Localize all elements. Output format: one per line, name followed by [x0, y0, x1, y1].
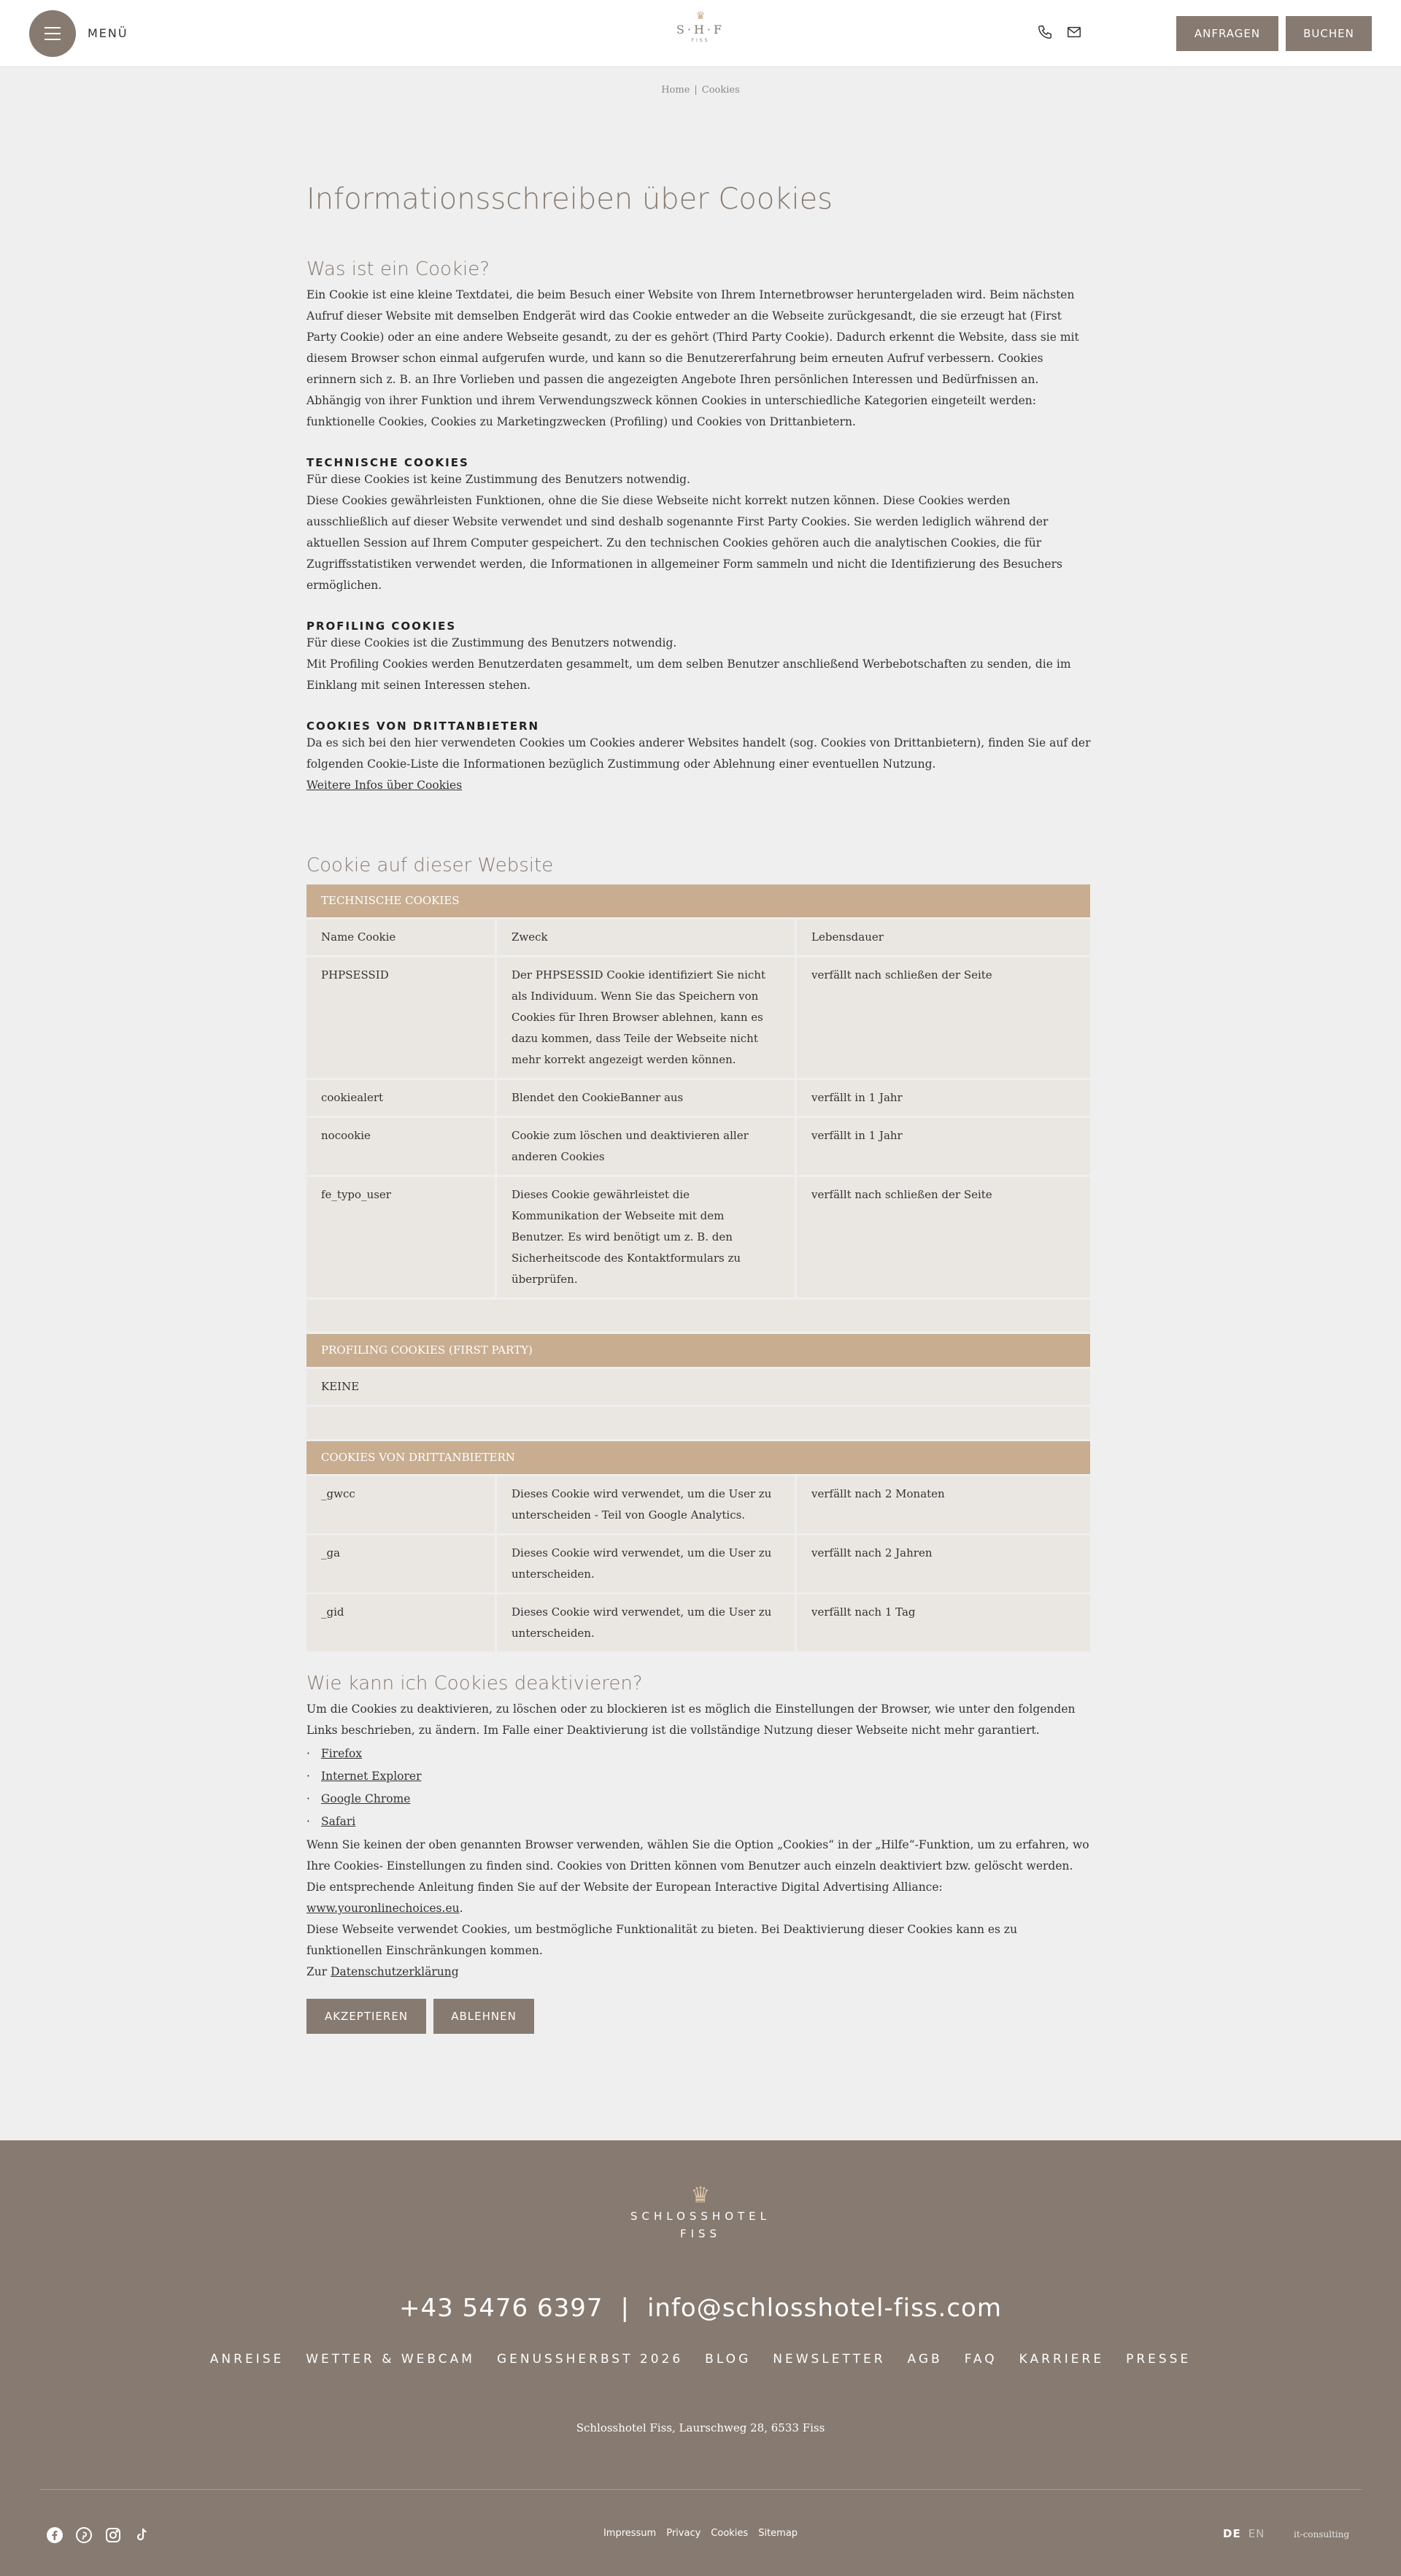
site-header [0, 0, 1401, 67]
footer-nav-karriere[interactable]: KARRIERE [1019, 2352, 1105, 2367]
main-content [306, 182, 1095, 2034]
other-browsers-text [306, 1835, 1095, 1919]
hamburger-icon [45, 27, 61, 28]
cookie-lifetime: verfällt nach 2 Jahren [797, 1535, 1090, 1592]
safari-link[interactable]: Safari [321, 1815, 356, 1828]
more-info-link[interactable]: Weitere Infos über Cookies [306, 779, 463, 792]
footer-nav-faq[interactable]: FAQ [964, 2352, 997, 2367]
google-chrome-link[interactable]: Google Chrome [321, 1792, 411, 1805]
cookie-lifetime: verfällt nach schließen der Seite [797, 1177, 1090, 1297]
cookie-lifetime: verfällt nach schließen der Seite [797, 957, 1090, 1078]
breadcrumb [0, 85, 1401, 96]
cookie-lifetime: verfällt in 1 Jahr [797, 1080, 1090, 1116]
footer-nav-presse[interactable]: PRESSE [1126, 2352, 1192, 2367]
third-party-section-header: COOKIES VON DRITTANBIETERN [306, 1441, 1090, 1474]
cookie-purpose: Cookie zum löschen und deaktivieren aller anderen Cookies [497, 1118, 795, 1175]
final-text: Diese Webseite verwendet Cookies, um bestmögliche Funktionalität zu bieten. Bei Deaktivierung dieser Cookies kann es zu funktionellen Einschränkungen kommen. [306, 1923, 1018, 1957]
table-heading: Cookie auf dieser Website [306, 855, 554, 876]
site-footer [0, 2140, 1401, 2576]
cookie-purpose: Dieses Cookie wird verwendet, um die User zu unterscheiden. [497, 1535, 795, 1592]
footer-phone[interactable]: +43 5476 6397 [399, 2294, 603, 2323]
hamburger-line [45, 39, 61, 40]
cookie-purpose: Dieses Cookie wird verwendet, um die User zu unterscheiden. [497, 1594, 795, 1651]
language-switcher [1223, 2527, 1265, 2540]
site-logo[interactable] [675, 10, 726, 57]
lang-de[interactable]: DE [1223, 2527, 1241, 2540]
page-title: Informationsschreiben über Cookies [306, 182, 833, 216]
intro-heading: Was ist ein Cookie? [306, 258, 490, 280]
tech-text-1: Für diese Cookies ist keine Zustimmung des Benutzers notwendig. [306, 473, 690, 486]
deactivate-heading: Wie kann ich Cookies deaktivieren? [306, 1673, 643, 1694]
privacy-link[interactable]: Datenschutzerklärung [331, 1965, 459, 1978]
browser-list [306, 1743, 1095, 1833]
list-item [306, 1765, 1095, 1788]
mail-icon[interactable] [1064, 22, 1084, 42]
request-button[interactable]: ANFRAGEN [1176, 16, 1278, 51]
cookies-footer-link[interactable]: Cookies [711, 2528, 749, 2539]
privacy-prefix: Zur [306, 1965, 328, 1978]
cookie-name: cookiealert [306, 1080, 495, 1116]
tech-heading: TECHNISCHE COOKIES [306, 456, 469, 469]
table-row [306, 1177, 1090, 1297]
privacy-line [306, 1962, 1095, 1983]
cookie-name: _ga [306, 1535, 495, 1592]
footer-address: Schlosshotel Fiss, Laurschweg 28, 6533 Fiss [576, 2421, 825, 2434]
cookie-name: _gwcc [306, 1476, 495, 1533]
table-row [306, 1476, 1090, 1533]
crown-icon: ♛ [690, 2183, 711, 2208]
cookie-purpose: Dieses Cookie gewährleistet die Kommunikation der Webseite mit dem Benutzer. Es wird benötigt um z. B. den Sicherheitscode des Kontaktformulars zu überprüfen. [497, 1177, 795, 1297]
col-header-lifetime: Lebensdauer [797, 919, 1090, 955]
impressum-link[interactable]: Impressum [603, 2528, 657, 2539]
period: . [459, 1902, 463, 1915]
menu-button[interactable] [29, 10, 76, 57]
deactivate-text: Um die Cookies zu deaktivieren, zu löschen oder zu blockieren ist es möglich die Einstellungen der Browser, wie unter den folgenden Links beschrieben, zu ändern. Im Falle einer Deaktivierung ist die vollständige Nutzung dieser Webseite nicht mehr garantiert. [306, 1702, 1076, 1737]
profiling-text-2: Mit Profiling Cookies werden Benutzerdaten gesammelt, um dem selben Benutzer anschließend Werbebotschaften zu senden, die im Einklang mit seinen Interessen stehen. [306, 658, 1071, 692]
table-row [306, 1080, 1090, 1116]
footer-nav-genussherbst[interactable]: GENUSSHERBST 2026 [496, 2352, 684, 2367]
table-spacer [306, 1300, 1090, 1332]
cookie-name: nocookie [306, 1118, 495, 1175]
footer-nav-anreise[interactable]: ANREISE [209, 2352, 285, 2367]
breadcrumb-current[interactable]: Cookies [701, 85, 740, 96]
cookie-lifetime: verfällt nach 2 Monaten [797, 1476, 1090, 1533]
cookie-lifetime: verfällt in 1 Jahr [797, 1118, 1090, 1175]
footer-logo-line1: SCHLOSSHOTEL [630, 2210, 771, 2223]
youronlinechoices-link[interactable]: www.youronlinechoices.eu [306, 1902, 460, 1915]
footer-contact [0, 2294, 1401, 2323]
footer-legal [0, 2528, 1401, 2539]
third-party-text: Da es sich bei den hier verwendeten Cookies um Cookies anderer Websites handelt (sog. Cookies von Drittanbietern), finden Sie auf der folgenden Cookie-Liste die Informationen bezüglich Zustimmung oder Ablehnung einer eventuellen Nutzung. [306, 736, 1091, 771]
tech-text-2: Diese Cookies gewährleisten Funktionen, ohne die Sie diese Webseite nicht korrekt nutzen können. Diese Cookies werden ausschließlich auf dieser Website verwendet und sind deshalb sogenannte First Party Cookies. Sie werden lediglich während der aktuellen Session auf Ihrem Computer gespeichert. Zu den technischen Cookies gehören auch die analytischen Cookies, die für Zugriffsstatistiken verwendet werden, die Informationen in allgemeiner Form sammeln und nicht die Identifizierung des Besuchers ermöglichen. [306, 494, 1062, 592]
footer-email[interactable]: info@schlosshotel-fiss.com [647, 2294, 1002, 2323]
cookie-name: _gid [306, 1594, 495, 1651]
cookie-purpose: Blendet den CookieBanner aus [497, 1080, 795, 1116]
other-browsers-copy: Wenn Sie keinen der oben genannten Browser verwenden, wählen Sie die Option „Cookies“ in der „Hilfe“-Funktion, um zu erfahren, wo Ihre Cookies- Einstellungen zu finden sind. Cookies von Dritten können vom Benutzer auch einzeln deaktiviert bzw. gelöscht werden. Die entsprechende Anleitung finden Sie auf der Website der European Interactive Digital Advertising Alliance: [306, 1838, 1089, 1894]
contact-separator: | [620, 2294, 630, 2323]
list-item [306, 1810, 1095, 1833]
footer-nav-agb[interactable]: AGB [907, 2352, 943, 2367]
lang-en[interactable]: EN [1248, 2527, 1265, 2540]
consent-buttons [306, 1999, 1095, 2034]
col-header-name: Name Cookie [306, 919, 495, 955]
profiling-section-header: PROFILING COOKIES (FIRST PARTY) [306, 1334, 1090, 1367]
privacy-footer-link[interactable]: Privacy [666, 2528, 701, 2539]
phone-icon[interactable] [1035, 22, 1055, 42]
footer-nav-blog[interactable]: BLOG [705, 2352, 752, 2367]
internet-explorer-link[interactable]: Internet Explorer [321, 1770, 422, 1783]
footer-divider [39, 2489, 1362, 2490]
footer-nav [0, 2352, 1401, 2367]
table-row [306, 1535, 1090, 1592]
logo-sub: FISS [691, 38, 710, 43]
footer-logo[interactable] [628, 2184, 773, 2243]
footer-nav-weather[interactable]: WETTER & WEBCAM [306, 2352, 475, 2367]
menu-label[interactable]: MENÜ [88, 26, 128, 40]
accept-button[interactable]: AKZEPTIEREN [306, 1999, 426, 2034]
hamburger-line [45, 33, 61, 34]
list-item [306, 1788, 1095, 1810]
table-row [306, 1118, 1090, 1175]
list-item [306, 1743, 1095, 1765]
cookie-purpose: Dieses Cookie wird verwendet, um die User zu unterscheiden - Teil von Google Analytics. [497, 1476, 795, 1533]
breadcrumb-home[interactable]: Home [661, 85, 690, 96]
cookie-purpose: Der PHPSESSID Cookie identifiziert Sie nicht als Individuum. Wenn Sie das Speichern von Cookies für Ihren Browser ablehnen, kann es dazu kommen, dass Teile der Webseite nicht mehr korrekt angezeigt werden können. [497, 957, 795, 1078]
footer-nav-newsletter[interactable]: NEWSLETTER [773, 2352, 886, 2367]
col-header-purpose: Zweck [497, 919, 795, 955]
table-row [306, 957, 1090, 1078]
footer-logo-line2: FISS [679, 2227, 722, 2240]
agency-credit[interactable]: it-consulting [1294, 2529, 1350, 2540]
intro-text: Ein Cookie ist eine kleine Textdatei, die beim Besuch einer Website von Ihrem Internetbrowser heruntergeladen wird. Beim nächsten Aufruf dieser Website mit demselben Endgerät wird das Cookie entweder an die Webseite zurückgesandt, die sie erzeugt hat (First Party Cookie) oder an eine andere Webseite gesandt, zu der es gehört (Third Party Cookie). Dadurch erkennt die Website, dass sie mit diesem Browser schon einmal aufgerufen wurde, und kann so die Benutzererfahrung beim erneuten Aufruf verbessern. Cookies erinnern sich z. B. an Ihre Vorlieben und passen die angezeigten Angebote Ihren persönlichen Interessen und Bedürfnissen an. Abhängig von ihrer Funktion und ihrem Verwendungszweck können Cookies in unterschiedliche Kategorien eingeteilt werden: funktionelle Cookies, Cookies zu Marketingzwecken (Profiling) und Cookies von Drittanbietern. [306, 288, 1079, 428]
crown-icon: ♛ [695, 10, 706, 22]
tech-section-header: TECHNISCHE COOKIES [306, 884, 1090, 917]
third-party-heading: COOKIES VON DRITTANBIETERN [306, 720, 540, 733]
cookie-name: PHPSESSID [306, 957, 495, 1078]
firefox-link[interactable]: Firefox [321, 1747, 363, 1760]
table-spacer [306, 1407, 1090, 1439]
decline-button[interactable]: ABLEHNEN [433, 1999, 534, 2034]
cookie-table [304, 882, 1092, 1654]
profiling-heading: PROFILING COOKIES [306, 620, 457, 633]
profiling-none: KEINE [306, 1369, 1090, 1405]
logo-text: S·H·F [676, 23, 725, 36]
profiling-text-1: Für diese Cookies ist die Zustimmung des Benutzers notwendig. [306, 636, 677, 649]
cookie-lifetime: verfällt nach 1 Tag [797, 1594, 1090, 1651]
sitemap-link[interactable]: Sitemap [758, 2528, 798, 2539]
breadcrumb-separator: | [694, 85, 698, 96]
table-row [306, 1594, 1090, 1651]
cookie-name: fe_typo_user [306, 1177, 495, 1297]
book-button[interactable]: BUCHEN [1286, 16, 1372, 51]
